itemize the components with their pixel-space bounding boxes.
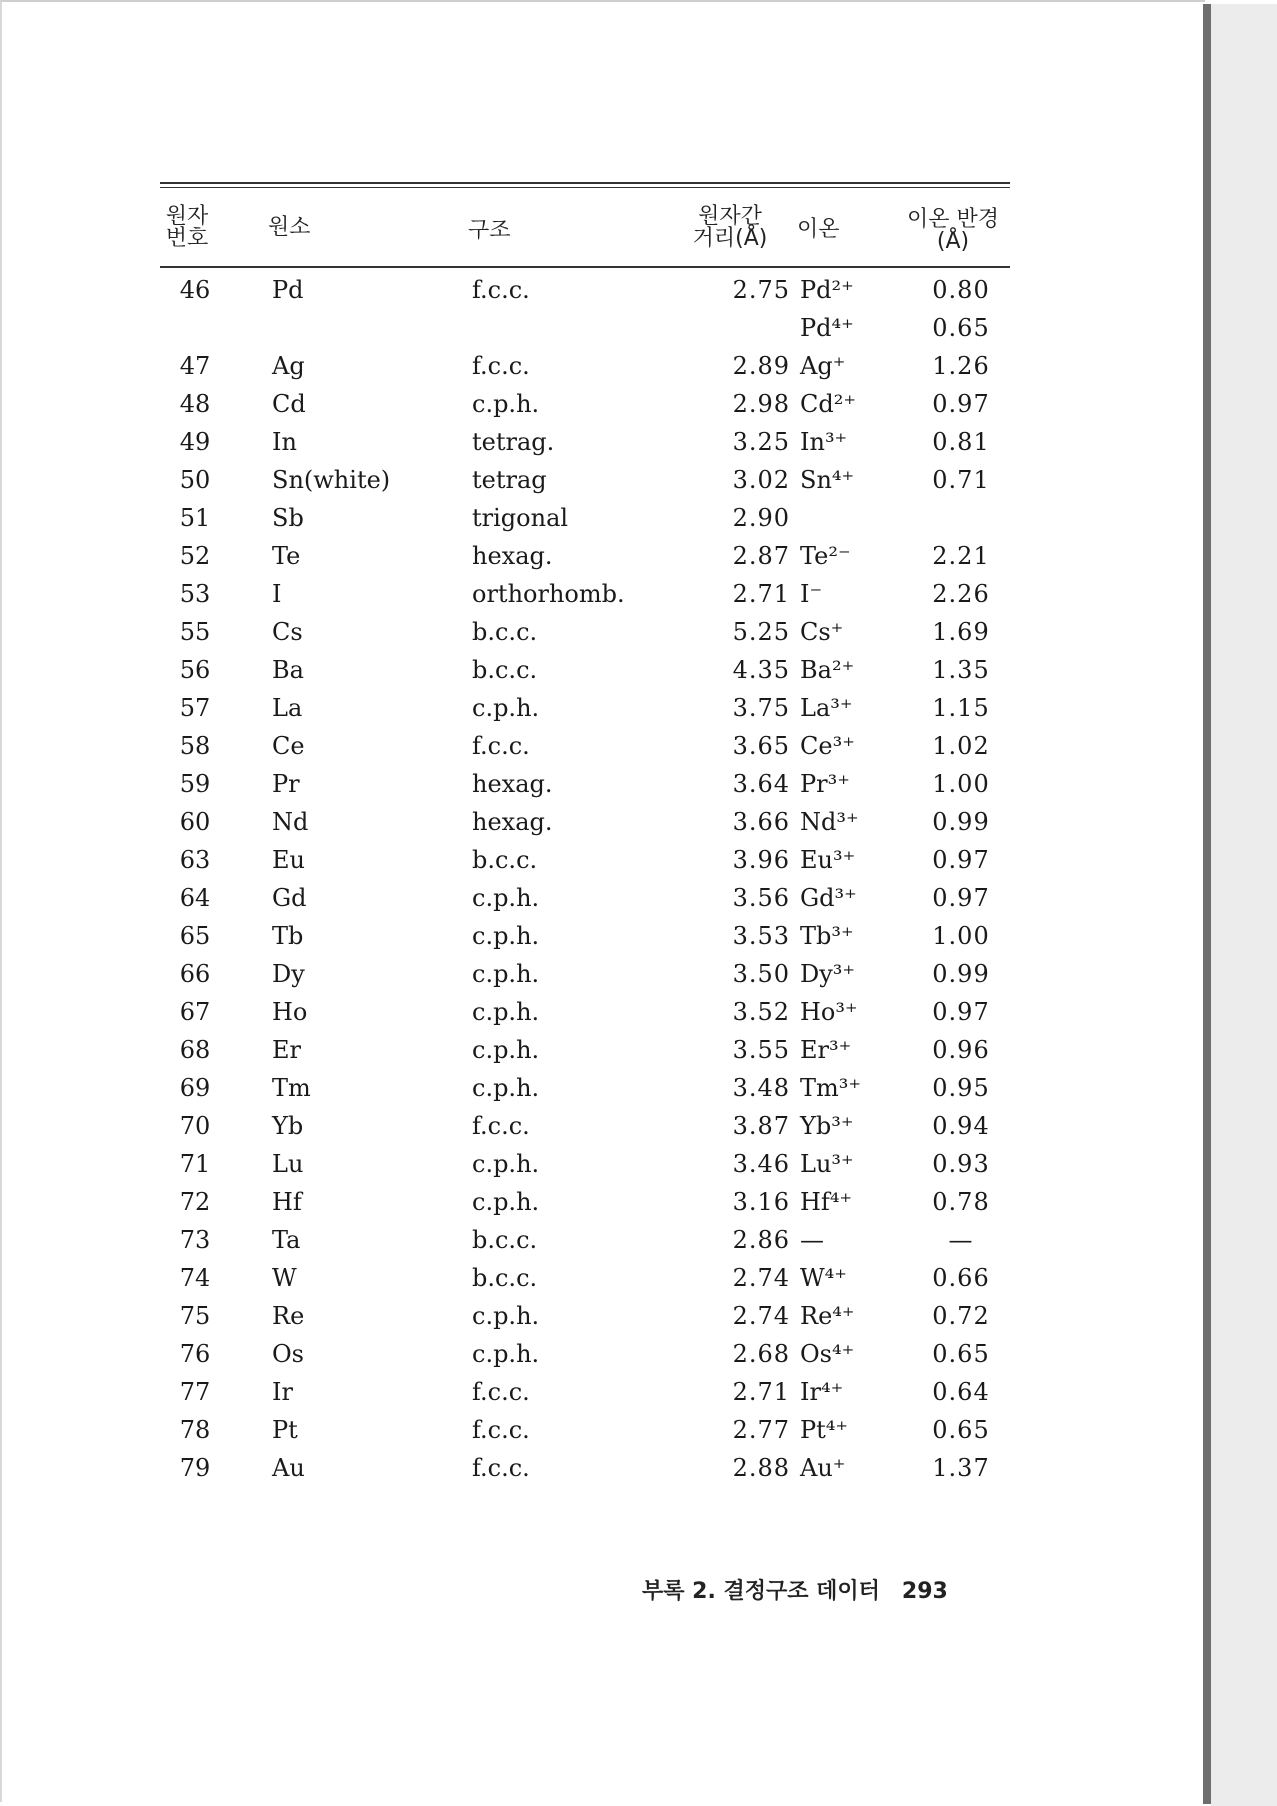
cell-element: Ir bbox=[272, 1378, 293, 1406]
cell-atomic-number: 67 bbox=[179, 998, 211, 1026]
cell-atomic-number: 51 bbox=[179, 504, 211, 532]
cell-ion: Tb³⁺ bbox=[800, 922, 854, 950]
cell-element: Re bbox=[272, 1302, 305, 1330]
cell-structure: f.c.c. bbox=[472, 352, 530, 380]
cell-ion: Os⁴⁺ bbox=[800, 1340, 855, 1368]
cell-structure: b.c.c. bbox=[472, 656, 538, 684]
cell-structure: hexag. bbox=[472, 770, 553, 798]
table-row bbox=[160, 1188, 1010, 1226]
cell-ionic-radius: 0.97 bbox=[932, 390, 990, 418]
cell-structure: c.p.h. bbox=[472, 1188, 540, 1216]
table-row bbox=[160, 390, 1010, 428]
table-row bbox=[160, 542, 1010, 580]
cell-element: Eu bbox=[272, 846, 305, 874]
cell-ionic-radius: 0.66 bbox=[932, 1264, 990, 1292]
cell-structure: b.c.c. bbox=[472, 1226, 538, 1254]
cell-ionic-radius: 0.78 bbox=[932, 1188, 990, 1216]
cell-atomic-distance: 2.90 bbox=[732, 504, 790, 532]
cell-ion: Ir⁴⁺ bbox=[800, 1378, 844, 1406]
background-margin bbox=[1211, 4, 1277, 1806]
header-atomic-distance bbox=[660, 206, 800, 250]
table-row bbox=[160, 846, 1010, 884]
cell-atomic-distance: 3.16 bbox=[732, 1188, 790, 1216]
cell-atomic-distance: 3.56 bbox=[732, 884, 790, 912]
cell-ionic-radius: 0.94 bbox=[932, 1112, 990, 1140]
cell-atomic-number: 46 bbox=[179, 276, 211, 304]
cell-atomic-number: 79 bbox=[179, 1454, 211, 1482]
table-row bbox=[160, 1302, 1010, 1340]
cell-ionic-radius: 0.72 bbox=[932, 1302, 990, 1330]
cell-atomic-distance: 2.98 bbox=[732, 390, 790, 418]
cell-ionic-radius: 0.71 bbox=[932, 466, 990, 494]
cell-atomic-distance: 2.74 bbox=[732, 1302, 790, 1330]
cell-structure: f.c.c. bbox=[472, 1378, 530, 1406]
table-row bbox=[160, 922, 1010, 960]
cell-ionic-radius: 1.37 bbox=[932, 1454, 990, 1482]
table-row bbox=[160, 1112, 1010, 1150]
cell-atomic-distance: 5.25 bbox=[732, 618, 790, 646]
header-bottom-rule bbox=[160, 266, 1010, 268]
cell-atomic-distance: 3.96 bbox=[732, 846, 790, 874]
cell-structure: c.p.h. bbox=[472, 998, 540, 1026]
cell-atomic-distance: 3.87 bbox=[732, 1112, 790, 1140]
page-footer bbox=[642, 1574, 948, 1605]
cell-atomic-distance: 2.86 bbox=[732, 1226, 790, 1254]
cell-atomic-distance: 2.77 bbox=[732, 1416, 790, 1444]
cell-atomic-distance: 3.02 bbox=[732, 466, 790, 494]
cell-ionic-radius: 0.96 bbox=[932, 1036, 990, 1064]
cell-atomic-distance: 2.71 bbox=[732, 1378, 790, 1406]
cell-ionic-radius: 0.97 bbox=[932, 884, 990, 912]
cell-atomic-number: 74 bbox=[179, 1264, 211, 1292]
cell-atomic-number: 69 bbox=[179, 1074, 211, 1102]
table-row bbox=[160, 732, 1010, 770]
header-ion: 이온 bbox=[797, 217, 840, 242]
cell-structure: b.c.c. bbox=[472, 618, 538, 646]
cell-atomic-number: 49 bbox=[179, 428, 211, 456]
table-row bbox=[160, 694, 1010, 732]
cell-structure: tetrag. bbox=[472, 428, 555, 456]
cell-ion: Gd³⁺ bbox=[800, 884, 857, 912]
cell-element: Tm bbox=[272, 1074, 311, 1102]
cell-ionic-radius: 0.95 bbox=[932, 1074, 990, 1102]
cell-element: Dy bbox=[272, 960, 305, 988]
header-atomic-number bbox=[162, 206, 212, 250]
cell-structure: f.c.c. bbox=[472, 1416, 530, 1444]
cell-element: Pr bbox=[272, 770, 300, 798]
cell-atomic-number: 50 bbox=[179, 466, 211, 494]
header-ionic-radius bbox=[878, 209, 1028, 253]
cell-ionic-radius: 1.35 bbox=[932, 656, 990, 684]
table-row bbox=[160, 428, 1010, 466]
cell-atomic-distance: 2.87 bbox=[732, 542, 790, 570]
cell-atomic-number: 73 bbox=[179, 1226, 211, 1254]
header-ionic-radius-line1: 이온 반경 bbox=[906, 207, 999, 232]
cell-structure: c.p.h. bbox=[472, 1340, 540, 1368]
cell-element: Te bbox=[272, 542, 301, 570]
footer-section-title: 부록 2. 결정구조 데이터 bbox=[642, 1579, 880, 1604]
cell-element: Ba bbox=[272, 656, 304, 684]
cell-atomic-number: 63 bbox=[179, 846, 211, 874]
cell-ionic-radius: 0.64 bbox=[932, 1378, 990, 1406]
cell-atomic-distance: 3.46 bbox=[732, 1150, 790, 1178]
cell-atomic-number: 75 bbox=[179, 1302, 211, 1330]
cell-element: Tb bbox=[272, 922, 304, 950]
cell-structure: b.c.c. bbox=[472, 846, 538, 874]
cell-atomic-number: 55 bbox=[179, 618, 211, 646]
cell-ionic-radius: 0.99 bbox=[932, 808, 990, 836]
cell-structure: c.p.h. bbox=[472, 390, 540, 418]
table-row bbox=[160, 1074, 1010, 1112]
cell-element: Gd bbox=[272, 884, 307, 912]
table-row bbox=[160, 1150, 1010, 1188]
cell-ion: Tm³⁺ bbox=[800, 1074, 862, 1102]
cell-atomic-number: 71 bbox=[179, 1150, 211, 1178]
cell-element: I bbox=[272, 580, 282, 608]
cell-ion: Lu³⁺ bbox=[800, 1150, 854, 1178]
cell-element: Ag bbox=[272, 352, 305, 380]
cell-ionic-radius: 0.65 bbox=[932, 1340, 990, 1368]
cell-atomic-distance: 3.53 bbox=[732, 922, 790, 950]
header-atomic-number-line2: 번호 bbox=[165, 226, 209, 251]
table-row bbox=[160, 1454, 1010, 1492]
cell-element: Sn(white) bbox=[272, 466, 391, 494]
cell-ion: Dy³⁺ bbox=[800, 960, 856, 988]
table-row bbox=[160, 960, 1010, 998]
cell-ion: In³⁺ bbox=[800, 428, 848, 456]
cell-structure: f.c.c. bbox=[472, 732, 530, 760]
cell-atomic-distance: 3.64 bbox=[732, 770, 790, 798]
cell-ionic-radius: 2.21 bbox=[932, 542, 990, 570]
cell-atomic-distance: 3.50 bbox=[732, 960, 790, 988]
table-row bbox=[160, 352, 1010, 390]
cell-atomic-number: 48 bbox=[179, 390, 211, 418]
cell-atomic-number: 58 bbox=[179, 732, 211, 760]
cell-ion: La³⁺ bbox=[800, 694, 853, 722]
cell-structure: b.c.c. bbox=[472, 1264, 538, 1292]
cell-ionic-radius: 0.80 bbox=[932, 276, 990, 304]
cell-element: W bbox=[272, 1264, 297, 1292]
cell-ion: — bbox=[800, 1226, 824, 1254]
cell-ion: Re⁴⁺ bbox=[800, 1302, 855, 1330]
cell-atomic-number: 77 bbox=[179, 1378, 211, 1406]
cell-atomic-number: 59 bbox=[179, 770, 211, 798]
cell-element: La bbox=[272, 694, 303, 722]
cell-atomic-number: 76 bbox=[179, 1340, 211, 1368]
page-edge-shadow bbox=[1203, 4, 1211, 1804]
cell-element: Au bbox=[272, 1454, 305, 1482]
table-row bbox=[160, 808, 1010, 846]
cell-ion: Pd²⁺ bbox=[800, 276, 854, 304]
cell-element: Cd bbox=[272, 390, 306, 418]
cell-atomic-distance: 3.48 bbox=[732, 1074, 790, 1102]
cell-structure: hexag. bbox=[472, 542, 553, 570]
cell-ionic-radius: 0.93 bbox=[932, 1150, 990, 1178]
cell-structure: c.p.h. bbox=[472, 1302, 540, 1330]
cell-atomic-number: 64 bbox=[179, 884, 211, 912]
cell-element: Pd bbox=[272, 276, 304, 304]
table-row bbox=[160, 618, 1010, 656]
cell-element: Os bbox=[272, 1340, 304, 1368]
cell-ion: Ce³⁺ bbox=[800, 732, 855, 760]
cell-ion: Hf⁴⁺ bbox=[800, 1188, 853, 1216]
cell-structure: c.p.h. bbox=[472, 960, 540, 988]
cell-structure: trigonal bbox=[472, 504, 569, 532]
cell-element: Hf bbox=[272, 1188, 302, 1216]
cell-ionic-radius: 0.81 bbox=[932, 428, 990, 456]
cell-structure: c.p.h. bbox=[472, 1074, 540, 1102]
cell-structure: c.p.h. bbox=[472, 1150, 540, 1178]
cell-ion: Pd⁴⁺ bbox=[800, 314, 854, 342]
table-row bbox=[160, 656, 1010, 694]
crystal-data-table bbox=[160, 182, 1010, 1492]
cell-ionic-radius: 1.00 bbox=[932, 922, 990, 950]
cell-ion: Eu³⁺ bbox=[800, 846, 856, 874]
cell-atomic-number: 66 bbox=[179, 960, 211, 988]
table-row bbox=[160, 504, 1010, 542]
cell-ion: Cs⁺ bbox=[800, 618, 844, 646]
cell-structure: f.c.c. bbox=[472, 276, 530, 304]
cell-atomic-distance: 2.68 bbox=[732, 1340, 790, 1368]
cell-ion: Ho³⁺ bbox=[800, 998, 858, 1026]
table-row bbox=[160, 1378, 1010, 1416]
cell-element: Yb bbox=[272, 1112, 304, 1140]
header-structure: 구조 bbox=[468, 218, 511, 243]
cell-atomic-number: 72 bbox=[179, 1188, 211, 1216]
cell-atomic-number: 56 bbox=[179, 656, 211, 684]
cell-atomic-number: 78 bbox=[179, 1416, 211, 1444]
header-element: 원소 bbox=[268, 215, 311, 240]
cell-ionic-radius: 2.26 bbox=[932, 580, 990, 608]
cell-ion: Yb³⁺ bbox=[800, 1112, 854, 1140]
table-row bbox=[160, 276, 1010, 314]
cell-ion: Er³⁺ bbox=[800, 1036, 852, 1064]
cell-element: Er bbox=[272, 1036, 301, 1064]
table-row bbox=[160, 314, 1010, 352]
cell-atomic-number: 60 bbox=[179, 808, 211, 836]
cell-ionic-radius: 0.97 bbox=[932, 998, 990, 1026]
cell-element: Ta bbox=[272, 1226, 301, 1254]
cell-atomic-number: 52 bbox=[179, 542, 211, 570]
cell-ion: Ba²⁺ bbox=[800, 656, 855, 684]
cell-structure: c.p.h. bbox=[472, 694, 540, 722]
cell-element: In bbox=[272, 428, 297, 456]
cell-atomic-number: 57 bbox=[179, 694, 211, 722]
cell-atomic-distance: 4.35 bbox=[732, 656, 790, 684]
cell-ionic-radius: 0.97 bbox=[932, 846, 990, 874]
cell-ion: Pr³⁺ bbox=[800, 770, 850, 798]
cell-structure: orthorhomb. bbox=[472, 580, 625, 608]
cell-ion: Te²⁻ bbox=[800, 542, 851, 570]
cell-ionic-radius: 1.26 bbox=[932, 352, 990, 380]
table-row bbox=[160, 998, 1010, 1036]
cell-ionic-radius: 1.69 bbox=[932, 618, 990, 646]
table-row bbox=[160, 884, 1010, 922]
cell-atomic-distance: 2.89 bbox=[732, 352, 790, 380]
cell-ion: Nd³⁺ bbox=[800, 808, 859, 836]
cell-structure: hexag. bbox=[472, 808, 553, 836]
cell-atomic-number: 70 bbox=[179, 1112, 211, 1140]
cell-ionic-radius: 1.00 bbox=[932, 770, 990, 798]
header-ionic-radius-line2: (Å) bbox=[936, 229, 970, 254]
cell-element: Nd bbox=[272, 808, 309, 836]
cell-element: Lu bbox=[272, 1150, 304, 1178]
cell-structure: f.c.c. bbox=[472, 1454, 530, 1482]
cell-ion: Au⁺ bbox=[800, 1454, 846, 1482]
cell-ion: I⁻ bbox=[800, 580, 823, 608]
cell-atomic-distance: 3.66 bbox=[732, 808, 790, 836]
cell-ion: Sn⁴⁺ bbox=[800, 466, 855, 494]
cell-structure: c.p.h. bbox=[472, 922, 540, 950]
cell-ion: Ag⁺ bbox=[800, 352, 846, 380]
cell-structure: tetrag bbox=[472, 466, 547, 494]
cell-element: Pt bbox=[272, 1416, 298, 1444]
table-row bbox=[160, 580, 1010, 618]
cell-ionic-radius: 0.99 bbox=[932, 960, 990, 988]
cell-atomic-distance: 2.75 bbox=[732, 276, 790, 304]
cell-structure: c.p.h. bbox=[472, 884, 540, 912]
cell-atomic-distance: 3.75 bbox=[732, 694, 790, 722]
table-row bbox=[160, 770, 1010, 808]
cell-element: Sb bbox=[272, 504, 304, 532]
cell-atomic-distance: 3.25 bbox=[732, 428, 790, 456]
table-header bbox=[160, 188, 1010, 266]
cell-structure: c.p.h. bbox=[472, 1036, 540, 1064]
table-body bbox=[160, 276, 1010, 1492]
page-number: 293 bbox=[901, 1579, 948, 1604]
cell-ionic-radius: 1.02 bbox=[932, 732, 990, 760]
cell-atomic-distance: 2.74 bbox=[732, 1264, 790, 1292]
table-row bbox=[160, 1416, 1010, 1454]
cell-atomic-distance: 3.65 bbox=[732, 732, 790, 760]
table-row bbox=[160, 1036, 1010, 1074]
cell-ionic-radius: 1.15 bbox=[932, 694, 990, 722]
cell-atomic-number: 53 bbox=[179, 580, 211, 608]
table-row bbox=[160, 1226, 1010, 1264]
cell-structure: f.c.c. bbox=[472, 1112, 530, 1140]
table-row bbox=[160, 466, 1010, 504]
cell-atomic-number: 68 bbox=[179, 1036, 211, 1064]
cell-atomic-distance: 2.71 bbox=[732, 580, 790, 608]
cell-element: Ho bbox=[272, 998, 308, 1026]
header-atomic-number-line1: 원자 bbox=[165, 204, 209, 229]
header-atomic-distance-line2: 거리(Å) bbox=[692, 226, 768, 251]
table-row bbox=[160, 1340, 1010, 1378]
cell-ion: Cd²⁺ bbox=[800, 390, 857, 418]
cell-ionic-radius: 0.65 bbox=[932, 1416, 990, 1444]
cell-ionic-radius: — bbox=[948, 1226, 974, 1254]
cell-atomic-number: 47 bbox=[179, 352, 211, 380]
header-atomic-distance-line1: 원자간 bbox=[698, 204, 762, 229]
cell-element: Cs bbox=[272, 618, 303, 646]
cell-ion: Pt⁴⁺ bbox=[800, 1416, 849, 1444]
cell-element: Ce bbox=[272, 732, 305, 760]
cell-atomic-distance: 3.52 bbox=[732, 998, 790, 1026]
cell-ionic-radius: 0.65 bbox=[932, 314, 990, 342]
cell-atomic-distance: 3.55 bbox=[732, 1036, 790, 1064]
cell-ion: W⁴⁺ bbox=[800, 1264, 847, 1292]
cell-atomic-number: 65 bbox=[179, 922, 211, 950]
table-row bbox=[160, 1264, 1010, 1302]
cell-atomic-distance: 2.88 bbox=[732, 1454, 790, 1482]
